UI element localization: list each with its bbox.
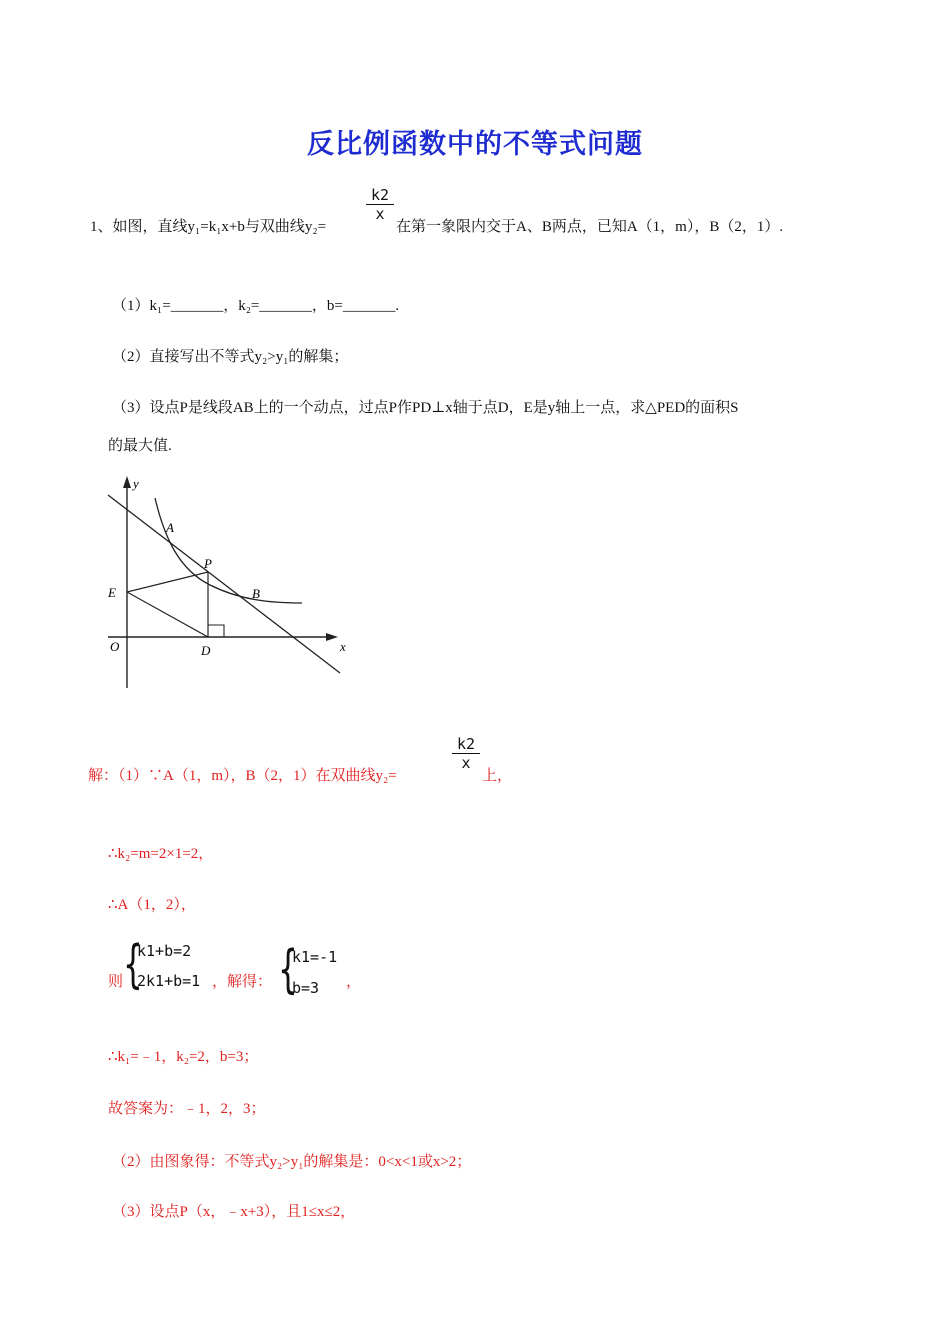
question-part1: （1）k₁=_______，k₂=_______，b=_______.	[112, 298, 400, 314]
system1-brace: {	[123, 935, 143, 995]
question-part3-line1: （3）设点P是线段AB上的一个动点，过点P作PD⊥x轴于点D，E是y轴上一点，求△PED的面积S	[112, 400, 739, 416]
x-axis-arrow	[326, 633, 338, 641]
label-d: D	[201, 643, 211, 658]
solution-line3: ∴A（1，2），	[108, 897, 196, 913]
solution-fraction	[452, 735, 480, 772]
solution-line7: （2）由图象得：不等式y₂>y₁的解集是：0<x<1或x>2；	[112, 1154, 472, 1170]
line-y1	[108, 495, 340, 673]
fraction-numerator: k2	[456, 735, 476, 753]
question-fraction	[366, 186, 394, 223]
solution-solve-label: ，解得：	[212, 974, 273, 990]
solution-line6: 故答案为：﹣1，2，3；	[108, 1101, 266, 1117]
label-b: B	[252, 586, 260, 601]
segment-ed	[127, 592, 208, 637]
label-e: E	[108, 585, 116, 600]
question-intro: 1、如图，直线y₁=k₁x+b与双曲线y₂=	[90, 219, 327, 235]
solution-line8: （3）设点P（x，﹣x+3），且1≤x≤2，	[112, 1204, 356, 1220]
fraction-denominator: x	[375, 205, 385, 223]
solution-then: 则	[108, 974, 124, 990]
system2-eq1: k1=-1	[292, 948, 338, 966]
page-title: 反比例函数中的不等式问题	[307, 129, 643, 160]
question-intro-rest: 在第一象限内交于A、B两点，已知A（1，m），B（2，1）.	[396, 219, 784, 235]
solution-line5: ∴k₁=﹣1，k₂=2，b=3；	[108, 1049, 259, 1065]
solution-line1-rest: 上，	[482, 768, 513, 784]
solution-line2: ∴k₂=m=2×1=2，	[108, 846, 214, 862]
fraction-denominator: x	[461, 754, 471, 772]
label-x: x	[340, 639, 346, 654]
question-part2: （2）直接写出不等式y₂>y₁的解集；	[112, 349, 349, 365]
system2-brace: {	[278, 940, 298, 1000]
y-axis-arrow	[123, 476, 131, 488]
system1-eq1: k1+b=2	[137, 942, 192, 960]
segment-ep	[127, 572, 208, 592]
system1-eq2: 2k1+b=1	[137, 972, 201, 990]
question-part3-line2: 的最大值.	[108, 438, 172, 454]
label-o: O	[110, 639, 120, 654]
label-y: y	[133, 476, 139, 491]
right-angle-mark	[208, 625, 224, 637]
fraction-numerator: k2	[370, 186, 390, 204]
system2-eq2: b=3	[292, 979, 320, 997]
solution-line1: 解：（1）∵A（1，m），B（2，1）在双曲线y₂=	[88, 768, 397, 784]
function-graph	[100, 470, 360, 695]
label-a: A	[166, 520, 174, 535]
label-p: P	[204, 556, 212, 571]
system2-tail: ，	[346, 974, 362, 990]
